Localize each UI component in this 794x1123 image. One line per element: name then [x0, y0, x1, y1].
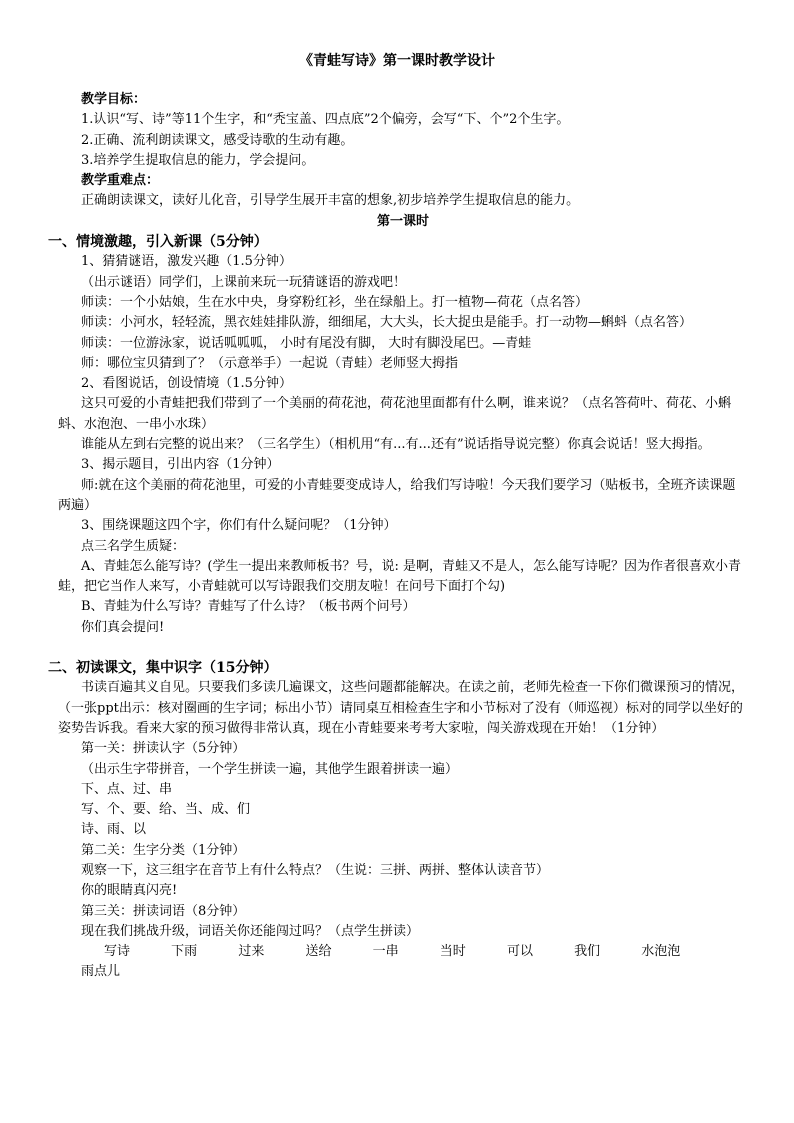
- paragraph: 2、看图说话，创设情境（1.5分钟）: [81, 376, 292, 392]
- paragraph: 师读：一个小姑娘，生在水中央，身穿粉红衫，坐在绿船上。打一植物—荷花（点名答）: [81, 294, 589, 310]
- paragraph: 你的眼睛真闪亮!: [81, 883, 178, 899]
- paragraph: 下、点、过、串: [81, 781, 173, 797]
- paragraph: （出示谜语）同学们，上课前来玩一玩猜谜语的游戏吧！: [81, 274, 407, 290]
- goal-item: 1.认识“写、诗”等11个生字，和“秃宝盖、四点底”2个偏旁，会写“下、个”2个生字。: [81, 112, 570, 128]
- paragraph: 观察一下，这三组字在音节上有什么特点？（生说：三拼、两拼、整体认读音节）: [81, 862, 550, 878]
- key-heading: 教学重难点：: [81, 173, 160, 189]
- paragraph: 书读百遍其义自见。只要我们多读几遍课文，这些问题都能解决。在读之前，老师先检查一下你们微课预习的情况，（一张ppt出示：核对圈画的生字词；标出小节）请同桌互相检查生字和小节标对了没有（师巡视）标对的同学以坐好的姿势告诉我。看来大家的预习做得非常认真，现在小青蛙要来考考大家啦，闯关游戏现在开始！（1分钟）: [58, 680, 745, 736]
- paragraph: 现在我们挑战升级，词语关你还能闯过吗？（点学生拼读）: [81, 923, 420, 939]
- word: 过来: [238, 944, 265, 960]
- paragraph: 师读：一位游泳家，说话呱呱呱， 小时有尾没有脚， 大时有脚没尾巴。—青蛙: [81, 335, 532, 351]
- paragraph: 第二关：生字分类（1分钟）: [81, 842, 246, 858]
- goals-heading: 教学目标：: [81, 92, 147, 107]
- word: 可以: [506, 944, 533, 960]
- word-list: [58, 942, 748, 983]
- paragraph: 1、猜猜谜语，激发兴趣（1.5分钟）: [81, 254, 292, 270]
- paragraph: 诗、雨、以: [81, 822, 147, 838]
- paragraph: B、青蛙为什么写诗？青蛙写了什么诗？（板书两个问号）: [81, 599, 416, 615]
- section-heading: 一、情境激趣，引入新课（5分钟）: [48, 234, 268, 251]
- document-title: 《青蛙写诗》第一课时教学设计: [299, 53, 495, 69]
- paragraph: 师:就在这个美丽的荷花池里，可爱的小青蛙要变成诗人，给我们写诗啦！今天我们要学习（贴板书，全班齐读课题两遍）: [58, 477, 736, 513]
- paragraph: 点三名学生质疑：: [81, 538, 186, 554]
- lesson-label: 第一课时: [376, 213, 429, 229]
- paragraph: （出示生字带拼音，一个学生拼读一遍，其他学生跟着拼读一遍）: [81, 761, 459, 777]
- word: 雨点儿: [81, 964, 121, 980]
- goal-item: 2.正确、流利朗读课文，感受诗歌的生动有趣。: [81, 132, 354, 148]
- paragraph: 写、个、要、给、当、成、们: [81, 802, 251, 818]
- paragraph: 师：哪位宝贝猜到了？（示意举手）一起说（青蛙）老师竖大拇指: [81, 355, 459, 371]
- key-text: 正确朗读课文，读好儿化音，引导学生展开丰富的想象,初步培养学生提取信息的能力。: [81, 193, 580, 209]
- word: 我们: [574, 944, 601, 960]
- paragraph: 谁能从左到右完整的说出来？（三名学生）（相机用“有...有...还有”说话指导说完整）你真会说话！竖大拇指。: [81, 437, 711, 453]
- word: 写诗: [104, 944, 131, 960]
- word: 水泡泡: [641, 944, 681, 960]
- word: 送给: [305, 944, 332, 960]
- word: 下雨: [171, 944, 198, 960]
- document-body: [48, 90, 748, 983]
- paragraph: 师读：小河水，轻轻流，黑衣娃娃排队游，细细尾，大大头，长大捉虫是能手。打一动物—蝌蚪（点名答）: [81, 315, 693, 331]
- word: 一串: [372, 944, 399, 960]
- paragraph: 第三关：拼读词语（8分钟）: [81, 903, 246, 919]
- goal-item: 3.培养学生提取信息的能力，学会提问。: [81, 152, 315, 168]
- paragraph: A、青蛙怎么能写诗？(学生一提出来教师板书？号，说: 是啊，青蛙又不是人，怎么能写诗呢？因为作者很喜欢小青蛙，把它当作人来写，小青蛙就可以写诗跟我们交朋友啦！在问号下面打个勾): [58, 558, 741, 595]
- section-heading: 二、初读课文，集中识字（15分钟）: [48, 660, 278, 677]
- word: 当时: [439, 944, 466, 960]
- paragraph: 第一关：拼读认字（5分钟）: [81, 741, 246, 757]
- paragraph: 这只可爱的小青蛙把我们带到了一个美丽的荷花池，荷花池里面都有什么啊，谁来说？（点名答荷叶、荷花、小蝌蚪、水泡泡、一串小水珠）: [58, 396, 732, 432]
- paragraph: 3、围绕课题这四个字，你们有什么疑问呢？（1分钟）: [81, 518, 397, 534]
- paragraph: 你们真会提问!: [81, 619, 165, 635]
- paragraph: 3、揭示题目，引出内容（1分钟）: [81, 457, 280, 473]
- blank-line: [58, 638, 748, 658]
